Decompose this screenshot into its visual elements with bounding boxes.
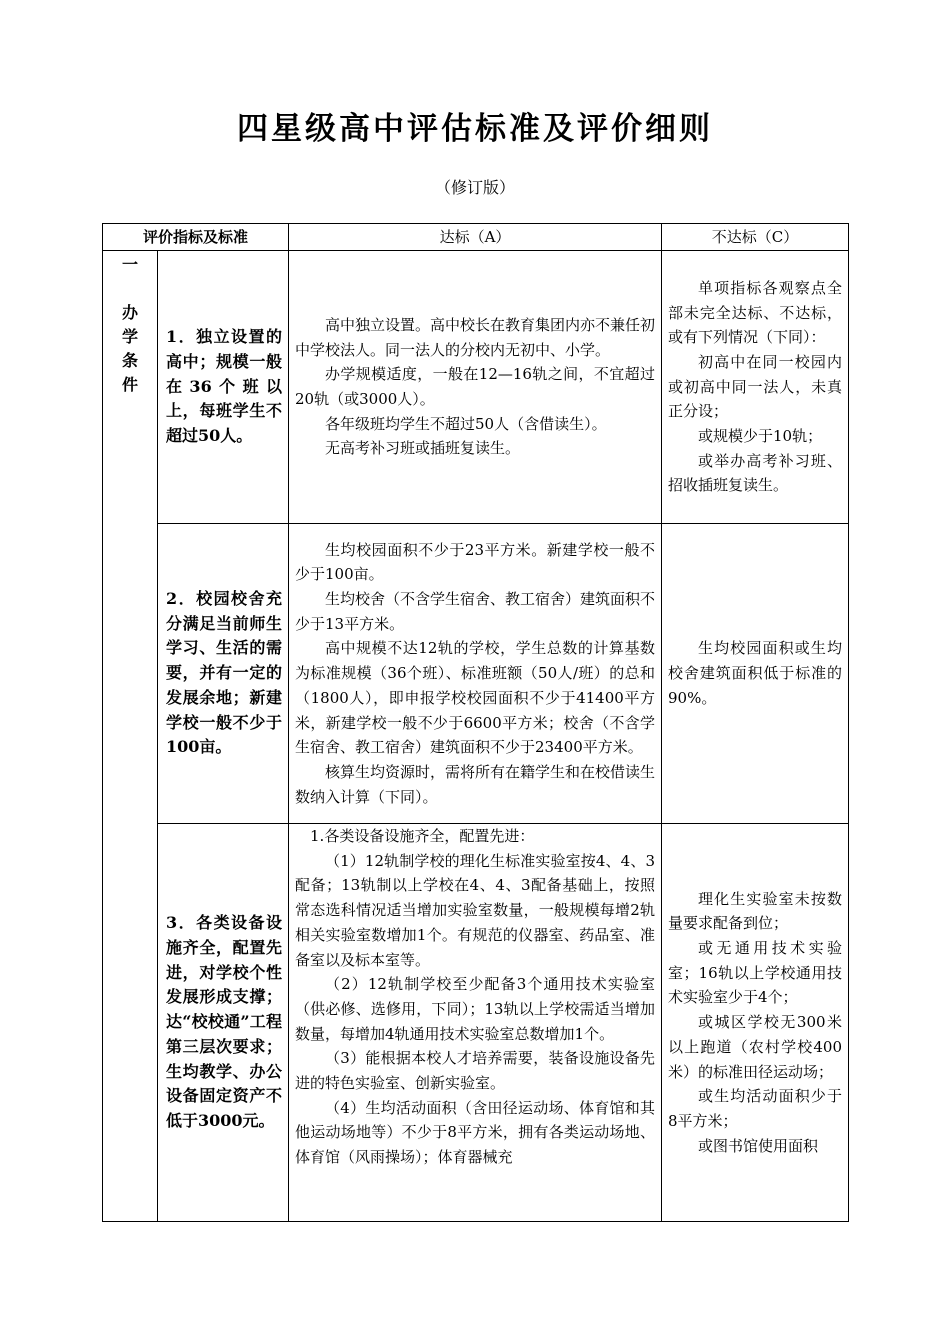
fail-cell [662, 524, 849, 824]
category-cell [103, 251, 158, 1222]
table-row [103, 251, 849, 524]
fail-cell [662, 251, 849, 524]
indicator-cell: 1．独立设置的高中；规模一般在36个班以上，每班学生不超过50人。 [158, 251, 289, 524]
pass-cell [289, 824, 662, 1222]
header-pass: 达标（A） [289, 224, 662, 251]
fail-paragraph: 或图书馆使用面积 [698, 1136, 819, 1155]
fail-paragraph: 或生均活动面积少于8平方米； [668, 1087, 843, 1130]
evaluation-table [102, 223, 849, 1222]
page-subtitle: （修订版） [434, 178, 515, 197]
pass-paragraph: （1）12轨制学校的理化生标准实验室按4、4、3配备；13轨制以上学校在4、4、3配备基础上，按照常态选科情况适当增加实验室数量，一般规模每增2轨相关实验室数增加1个。有规范的仪器室、药品室、准备室以及标本室等。 [295, 851, 656, 969]
pass-paragraph: 高中规模不达12轨的学校，学生总数的计算基数为标准规模（36个班）、标准班额（50人/班）的总和（1800人），即申报学校校园面积不少于41400平方米，新建学校一般不少于6600平方米；校舍（不含学生宿舍、教工宿舍）建筑面积不少于23400平方米。 [295, 639, 656, 757]
category-char: 条 [121, 351, 138, 370]
category-char: 办 [121, 303, 138, 322]
table-row [103, 524, 849, 824]
table-row [103, 824, 849, 1222]
fail-cell [662, 824, 849, 1222]
fail-paragraph: 或无通用技术实验室；16轨以上学校通用技术实验室少于4个； [668, 939, 843, 1007]
fail-paragraph: 单项指标各观察点全部未完全达标、不达标，或有下列情况（下同）： [668, 278, 843, 347]
fail-paragraph: 生均校园面积或生均校舍建筑面积低于标准的90%。 [668, 639, 843, 707]
indicator-cell: 3．各类设备设施齐全，配置先进，对学校个性发展形成支撑；达“校校通”工程第三层次要求；生均教学、办公设备固定资产不低于3000元。 [158, 824, 289, 1222]
fail-paragraph: 或城区学校无300米以上跑道（农村学校400米）的标准田径运动场； [668, 1013, 843, 1081]
page-title: 四星级高中评估标准及评价细则 [237, 111, 713, 147]
category-char: 学 [121, 327, 138, 346]
indicator-cell: 2．校园校舍充分满足当前师生学习、生活的需要，并有一定的发展余地；新建学校一般不少于100亩。 [158, 524, 289, 824]
pass-paragraph: 生均校舍（不含学生宿舍、教工宿舍）建筑面积不少于13平方米。 [295, 590, 656, 633]
pass-paragraph: 生均校园面积不少于23平方米。新建学校一般不少于100亩。 [295, 540, 656, 584]
pass-cell [289, 524, 662, 824]
table-header-row [103, 224, 849, 251]
pass-paragraph: 无高考补习班或插班复读生。 [325, 439, 521, 458]
fail-paragraph: 理化生实验室未按数量要求配备到位； [668, 889, 843, 933]
pass-paragraph: 1.各类设备设施齐全，配置先进： [310, 827, 535, 845]
header-fail: 不达标（C） [662, 224, 849, 251]
category-number: 一 [121, 255, 138, 274]
pass-paragraph: （3）能根据本校人才培养需要，装备设施设备先进的特色实验室、创新实验室。 [295, 1049, 656, 1093]
pass-paragraph: （2）12轨制学校至少配备3个通用技术实验室（供必修、选修用，下同）；13轨以上学校需适当增加数量，每增加4轨通用技术实验室总数增加1个。 [295, 975, 656, 1043]
fail-paragraph: 或举办高考补习班、招收插班复读生。 [668, 451, 843, 495]
fail-paragraph: 初高中在同一校园内或初高中同一法人，未真正分设； [668, 352, 843, 421]
category-char: 件 [121, 375, 138, 394]
pass-paragraph: 各年级班均学生不超过50人（含借读生）。 [325, 414, 607, 433]
pass-paragraph: （4）生均活动面积（含田径运动场、体育馆和其他运动场地等）不少于8平方米，拥有各类运动场地、体育馆（风雨操场）；体育器械充 [295, 1098, 656, 1167]
pass-paragraph: 核算生均资源时，需将所有在籍学生和在校借读生数纳入计算（下同）。 [295, 762, 656, 806]
pass-paragraph: 高中独立设置。高中校长在教育集团内亦不兼任初中学校法人。同一法人的分校内无初中、小学。 [295, 315, 656, 359]
pass-paragraph: 办学规模适度，一般在12—16轨之间，不宜超过20轨（或3000人）。 [295, 365, 656, 408]
pass-cell [289, 251, 662, 524]
header-indicator: 评价指标及标准 [103, 224, 289, 251]
fail-paragraph: 或规模少于10轨； [698, 427, 823, 446]
